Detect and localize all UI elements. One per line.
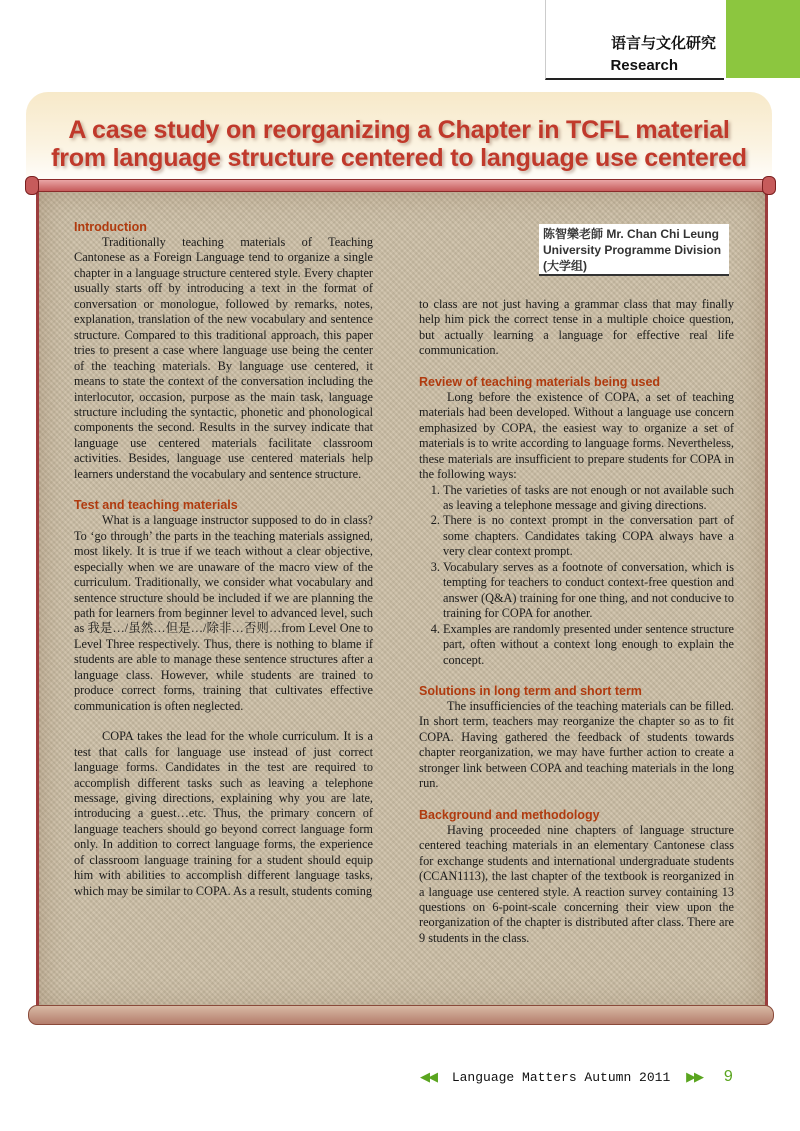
page-number: 9 xyxy=(723,1068,733,1085)
author-division-cn: (大学组) xyxy=(543,259,587,273)
author-box xyxy=(539,224,729,276)
test-paragraph-2: COPA takes the lead for the whole curriculum. It is a test that calls for language use instead of just correct language forms. Candidates in the test are required to accomplish different tasks such as leaving a telephone message, giving directions, explaining why you are late, introducing a guest…etc. Thus, the primary concern of language teachers should go beyond correct language form only. In addition to correct language forms, the experience of classroom language training for a student should equip him with abilities to accomplish different language tasks, which may be similar to COPA. As a result, students coming xyxy=(74,729,373,898)
list-item: 2. There is no context prompt in the conversation part of some chapters. Candidates taking COPA always have a very clear context prompt. xyxy=(443,513,734,559)
test-paragraph-3: to class are not just having a grammar class that may finally help him pick the correct tense in a multiple choice question, but actually learning a language for effective real life communication. xyxy=(419,297,734,358)
left-column xyxy=(74,219,373,899)
footer-left-arrows-icon: ◀◀ xyxy=(420,1070,436,1085)
background-paragraph: Having proceeded nine chapters of language structure centered teaching materials in an elementary Cantonese class for exchange students and international undergraduate students (CCAN1113), the last chapter of the textbook is reorganized in a language use centered style. A reaction survey containing 13 questions on 6-point-scale concerning their view upon the reorganization of the chapter is distributed after class. There are 9 students in the class. xyxy=(419,822,734,945)
section-title-cn: 语言与文化研究 xyxy=(610,34,716,52)
scroll-rod-top xyxy=(28,179,774,192)
section-title-en: Research xyxy=(610,57,678,74)
heading-solutions: Solutions in long term and short term xyxy=(419,683,642,698)
list-item: 3. Vocabulary serves as a footnote of conversation, which is tempting for teachers to conduct context-free question and answer (Q&A) training for one thing, and not conducive to training for COPA for another. xyxy=(443,560,734,622)
list-item: 4. Examples are randomly presented under sentence structure part, often without a context long enough to explain the concept. xyxy=(443,622,734,668)
author-name: 陈智樂老師 Mr. Chan Chi Leung xyxy=(543,227,719,241)
right-column xyxy=(419,297,734,946)
author-division: University Programme Division xyxy=(543,243,722,257)
review-list xyxy=(419,483,734,668)
scroll-rod-cap-left xyxy=(25,176,39,195)
test-paragraph-1: What is a language instructor supposed to do in class? To ‘go through’ the parts in the teaching materials assigned, most likely. It is true if we teach without a clear objective, especially when we are unaware of the macro view of the curriculum. Traditionally, we consider what vocabulary and sentence structure should be included if we are planning the path for learners from beginner level to advanced level, such as 我是…/虽然…但是…/除非…否则…from Level One to Level Three respectively. Thus, there is nothing to blame if students are able to manage these sentence structures after a language class. However, while students are trained to produce correct forms, training that cultivates effective communication is often neglected. xyxy=(74,513,373,713)
footer-right-arrows-icon: ▶▶ xyxy=(686,1070,703,1085)
header-accent-block xyxy=(726,0,800,78)
heading-introduction: Introduction xyxy=(74,220,147,234)
review-paragraph: Long before the existence of COPA, a set of teaching materials had been developed. Without a language use concern emphasized by COPA, the easiest way to organize a set of materials is to write according to language forms. Nevertheless, these materials are insufficient to prepare students for COPA in the following ways: xyxy=(419,389,734,482)
article-title xyxy=(26,116,772,172)
title-line-2: from language structure centered to language use centered xyxy=(51,144,747,172)
title-line-1: A case study on reorganizing a Chapter in TCFL material xyxy=(68,116,730,144)
footer-publication: Language Matters Autumn 2011 xyxy=(451,1070,671,1085)
heading-review: Review of teaching materials being used xyxy=(419,374,661,389)
scroll-rod-bottom xyxy=(28,1005,774,1025)
heading-test-materials: Test and teaching materials xyxy=(74,498,238,513)
solutions-paragraph: The insufficiencies of the teaching materials can be filled. In short term, teachers may reorganize the chapter so as to fit COPA. Having gathered the feedback of students towards chapter reorganization, we may have further action to create a stronger link between COPA and teaching materials in the long run. xyxy=(419,698,734,791)
introduction-paragraph: Traditionally teaching materials of Teaching Cantonese as a Foreign Language tend to organize a single chapter in a language structure centered style. Every chapter usually starts off by introducing a text in the format of conversation or monologue, followed by remarks, notes, explanation, translation of the new vocabulary and sentence structure. Compared to this traditional approach, this paper tries to present a case where language use being the center of the teaching materials. By language use centered, it means to state the context of the conversation including the interlocutor, occasion, purpose as the main task, language structure including the syntactic, phonetic and phonological components the second. Results in the survey indicate that language use centered materials facilitate classroom activities. Besides, language use centered materials help learners understand the vocabulary and sentence structure. xyxy=(74,235,373,481)
header-section-box xyxy=(545,0,724,80)
scroll-rod-cap-right xyxy=(762,176,776,195)
list-item: 1. The varieties of tasks are not enough or not available such as leaving a telephone message and giving directions. xyxy=(443,483,734,514)
heading-background: Background and methodology xyxy=(419,807,600,822)
page-footer xyxy=(420,1068,733,1086)
